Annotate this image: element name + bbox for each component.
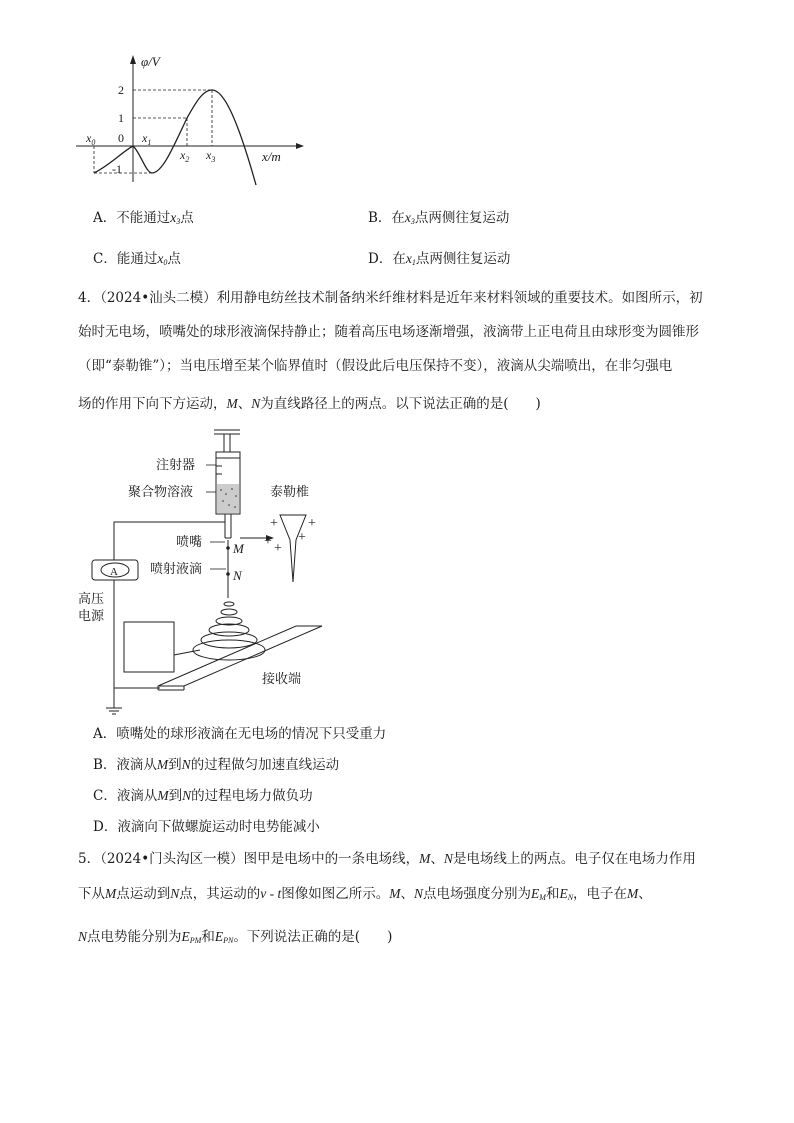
q4-line-3: （即“泰勒锥”）；当电压增至某个临界值时（假设此后电压保持不变），液滴从尖端喷出，在非匀强电 — [78, 358, 673, 374]
x0-label: $x_0$ — [86, 131, 96, 147]
svg-text:+: + — [308, 516, 316, 531]
label-syringe: 注射器 — [156, 457, 196, 472]
x2-label: $x_2$ — [180, 148, 190, 164]
point-N — [226, 572, 230, 576]
label-nozzle: 喷嘴 — [176, 534, 203, 549]
guide-lines — [94, 90, 212, 173]
q4-line-4: 场的作用下向下方运动，M、N为直线路径上的两点。以下说法正确的是( ) — [78, 396, 541, 412]
phi-x-graph — [70, 48, 310, 188]
q3-option-c: C．能通过$x_0$点 — [93, 251, 181, 267]
power-box — [124, 622, 174, 672]
svg-text:+: + — [264, 534, 272, 549]
q3-option-d: D．在$x_1$点两侧往复运动 — [368, 251, 511, 267]
x3-label: $x_3$ — [206, 148, 216, 164]
y-axis-label: φ/V — [141, 54, 160, 69]
q4-line-1: 4．（2024•汕头二模）利用静电纺丝技术制备纳米纤维材料是近年来材料领域的重要技术。如图所示，初 — [78, 290, 703, 306]
charge-plus-signs — [264, 516, 316, 556]
q5-line-2: 下从M点运动到N点，其运动的v - t图像如图乙所示。M、N点电场强度分别为$E_M$和$E_N$，电子在M、 — [78, 886, 652, 902]
q4-option-d: D．液滴向下做螺旋运动时电势能减小 — [93, 819, 320, 835]
x1-label: $x_1$ — [142, 131, 152, 147]
q3-option-a: A．不能通过$x_3$点 — [93, 210, 194, 226]
label-polymer: 聚合物溶液 — [128, 484, 194, 499]
origin-label: 0 — [118, 131, 124, 145]
label-taylor: 泰勒椎 — [270, 484, 310, 499]
top-wire — [114, 522, 225, 560]
ammeter-label: A — [110, 566, 118, 578]
q4-option-a: A．喷嘴处的球形液滴在无电场的情况下只受重力 — [93, 726, 387, 742]
q5-line-3: N点电势能分别为$E_{PM}$和$E_{PN}$。下列说法正确的是( ) — [78, 929, 393, 945]
y-axis-arrow — [130, 55, 136, 64]
q4-option-b: B．液滴从M到N的过程做匀加速直线运动 — [93, 757, 340, 773]
tick-1: 1 — [118, 111, 124, 125]
svg-text:+: + — [274, 541, 282, 556]
electrospinning-diagram — [70, 420, 340, 720]
label-power-1: 高压 — [78, 591, 105, 606]
q3-option-b: B．在$x_3$点两侧往复运动 — [368, 210, 510, 226]
tick-2: 2 — [118, 83, 124, 97]
q4-option-c: C．液滴从M到N的过程电场力做负功 — [93, 788, 313, 804]
label-power-2: 电源 — [78, 608, 105, 623]
point-M — [226, 546, 230, 550]
x-axis-label: x/m — [262, 149, 281, 164]
svg-text:+: + — [270, 516, 278, 531]
label-N: N — [233, 568, 242, 583]
x-axis-arrow — [296, 143, 304, 149]
label-collector: 接收端 — [262, 671, 302, 686]
label-droplet: 喷射液滴 — [150, 561, 203, 576]
taylor-cone — [280, 515, 306, 582]
tick-neg1: -1 — [112, 162, 122, 176]
svg-text:+: + — [298, 530, 306, 545]
label-M: M — [233, 541, 244, 556]
polymer-solution — [217, 484, 239, 513]
q4-line-2: 始时无电场，喷嘴处的球形液滴保持静止；随着高压电场逐渐增强，液滴带上正电荷且由球形变为圆锥形 — [78, 324, 699, 340]
q5-line-1: 5．（2024•门头沟区一模）图甲是电场中的一条电场线，M、N是电场线上的两点。电子仅在电场力作用 — [78, 851, 696, 867]
